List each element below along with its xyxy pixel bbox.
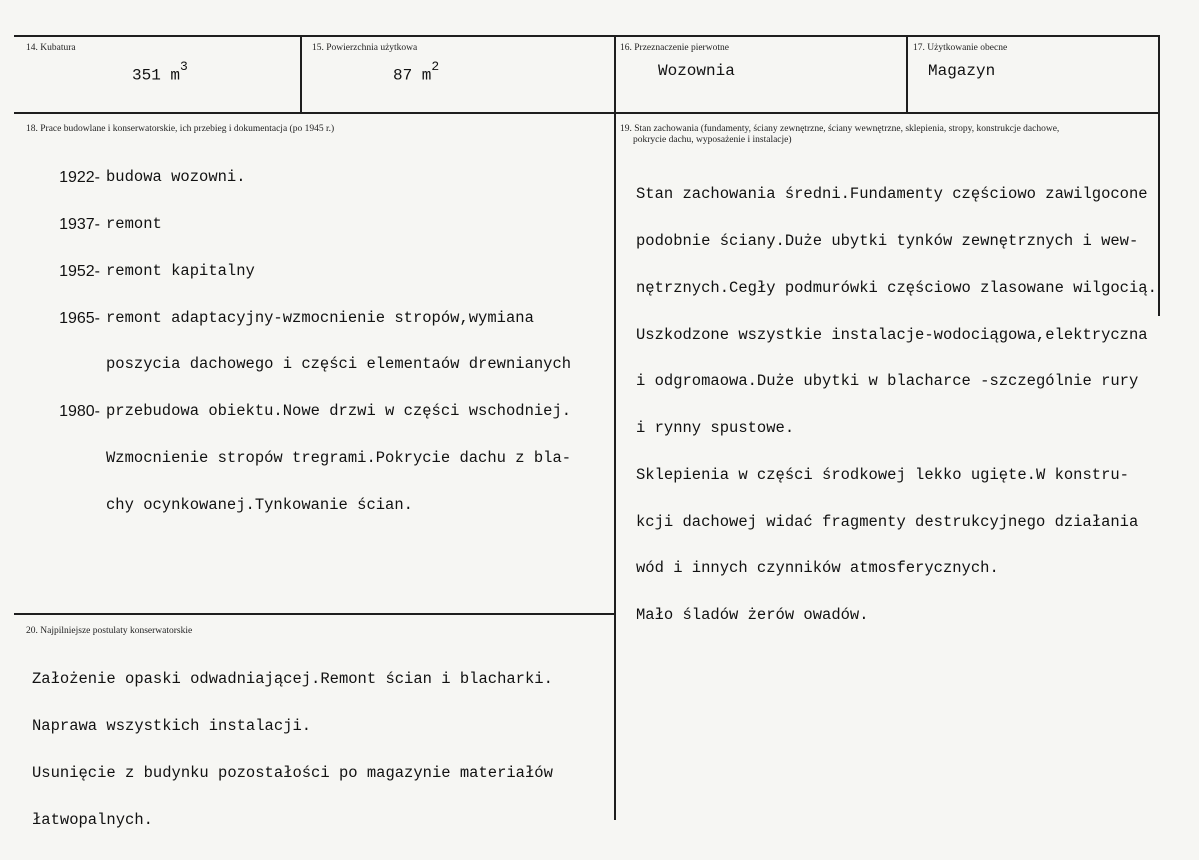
postulaty-line: Naprawa wszystkich instalacji. <box>32 716 312 735</box>
entry-year: 1937- <box>59 215 100 233</box>
entry-year <box>30 498 100 514</box>
powierzchnia-label: 15. Powierzchnia użytkowa <box>312 43 418 53</box>
section-divider <box>14 613 615 615</box>
column-divider-3 <box>906 35 908 114</box>
stan-line: Uszkodzone wszystkie instalacje-wodociągowa,elektryczna <box>636 325 1148 344</box>
entry-text: Wzmocnienie stropów tregrami.Pokrycie dachu z bla- <box>106 448 572 467</box>
powierzchnia-value <box>393 59 440 85</box>
entry-text: remont <box>106 214 162 233</box>
prace-entry <box>30 170 571 186</box>
entry-year <box>30 451 100 467</box>
entry-text: przebudowa obiektu.Nowe drzwi w części wschodniej. <box>106 402 572 421</box>
stan-line: kcji dachowej widać fragmenty destrukcyjnego działania <box>636 512 1139 531</box>
prace-entry <box>30 214 571 233</box>
prace-entry <box>30 495 571 514</box>
stan-text <box>636 156 1157 655</box>
entry-text: chy ocynkowanej.Tynkowanie ścian. <box>106 495 413 514</box>
entry-text: poszycia dachowego i części elementaów drewnianych <box>106 355 572 374</box>
uzytkowanie-label: 17. Użytkowanie obecne <box>913 43 1008 53</box>
prace-entry <box>30 261 571 280</box>
stan-line: nętrznych.Cegły podmurówki częściowo zlasowane wilgocią. <box>636 278 1157 297</box>
postulaty-line: łatwopalnych. <box>32 810 153 829</box>
kubatura-exponent: 3 <box>180 59 188 74</box>
stan-line: Sklepienia w części środkowej lekko ugięte.W konstru- <box>636 465 1129 484</box>
entry-text: remont adaptacyjny-wzmocnienie stropów,wymiana <box>106 308 534 327</box>
stan-label-line2: pokrycie dachu, wyposażenie i instalacje) <box>633 135 792 145</box>
kubatura-number: 351 m <box>132 66 181 85</box>
entry-text: remont kapitalny <box>106 261 255 280</box>
powierzchnia-number: 87 m <box>393 66 432 85</box>
przeznaczenie-label: 16. Przeznaczenie pierwotne <box>620 43 729 53</box>
przeznaczenie-value: Wozownia <box>658 62 735 80</box>
stan-line: Stan zachowania średni.Fundamenty częściowo zawilgocone <box>636 185 1148 204</box>
powierzchnia-exponent: 2 <box>431 59 440 74</box>
prace-label: 18. Prace budowlane i konserwatorskie, ich przebieg i dokumentacja (po 1945 r.) <box>26 124 335 134</box>
entry-year: 1980- <box>59 403 100 421</box>
prace-entry <box>30 448 572 467</box>
stan-label-line1: 19. Stan zachowania (fundamenty, ściany zewnętrzne, ściany wewnętrzne, sklepienia, stropy, konstrukcje dachowe, <box>620 124 1060 134</box>
uzytkowanie-value: Magazyn <box>928 62 996 80</box>
stan-line: i rynny spustowe. <box>636 419 795 438</box>
prace-entry <box>30 404 571 420</box>
stan-line: Mało śladów żerów owadów. <box>636 606 869 625</box>
entry-year: 1922- <box>59 169 100 187</box>
entry-year: 1965- <box>59 309 100 327</box>
stan-line: podobnie ściany.Duże ubytki tynków zewnętrznych i wew- <box>636 231 1139 250</box>
postulaty-line: Założenie opaski odwadniającej.Remont ścian i blacharki. <box>32 670 553 689</box>
stan-line: wód i innych czynników atmosferycznych. <box>636 559 999 578</box>
row-divider <box>14 112 1160 114</box>
kubatura-label: 14. Kubatura <box>26 43 76 53</box>
postulaty-label: 20. Najpilniejsze postulaty konserwatorskie <box>26 626 193 636</box>
prace-entry <box>30 357 571 373</box>
right-border <box>1158 35 1160 316</box>
prace-entries <box>30 139 571 544</box>
prace-entry <box>30 308 571 327</box>
column-divider-1 <box>300 35 302 114</box>
stan-line: i odgromaowa.Duże ubytki w blacharce -szczególnie rury <box>636 372 1139 391</box>
postulaty-line: Usunięcie z budynku pozostałości po magazynie materiałów <box>32 763 553 782</box>
stan-label <box>620 124 1059 146</box>
entry-year: 1952- <box>59 262 100 280</box>
column-divider-2 <box>614 35 616 820</box>
entry-text: budowa wozowni. <box>106 168 246 187</box>
top-border <box>14 35 1160 37</box>
postulaty-text <box>32 641 553 859</box>
kubatura-value <box>132 59 188 85</box>
entry-year <box>30 357 100 373</box>
